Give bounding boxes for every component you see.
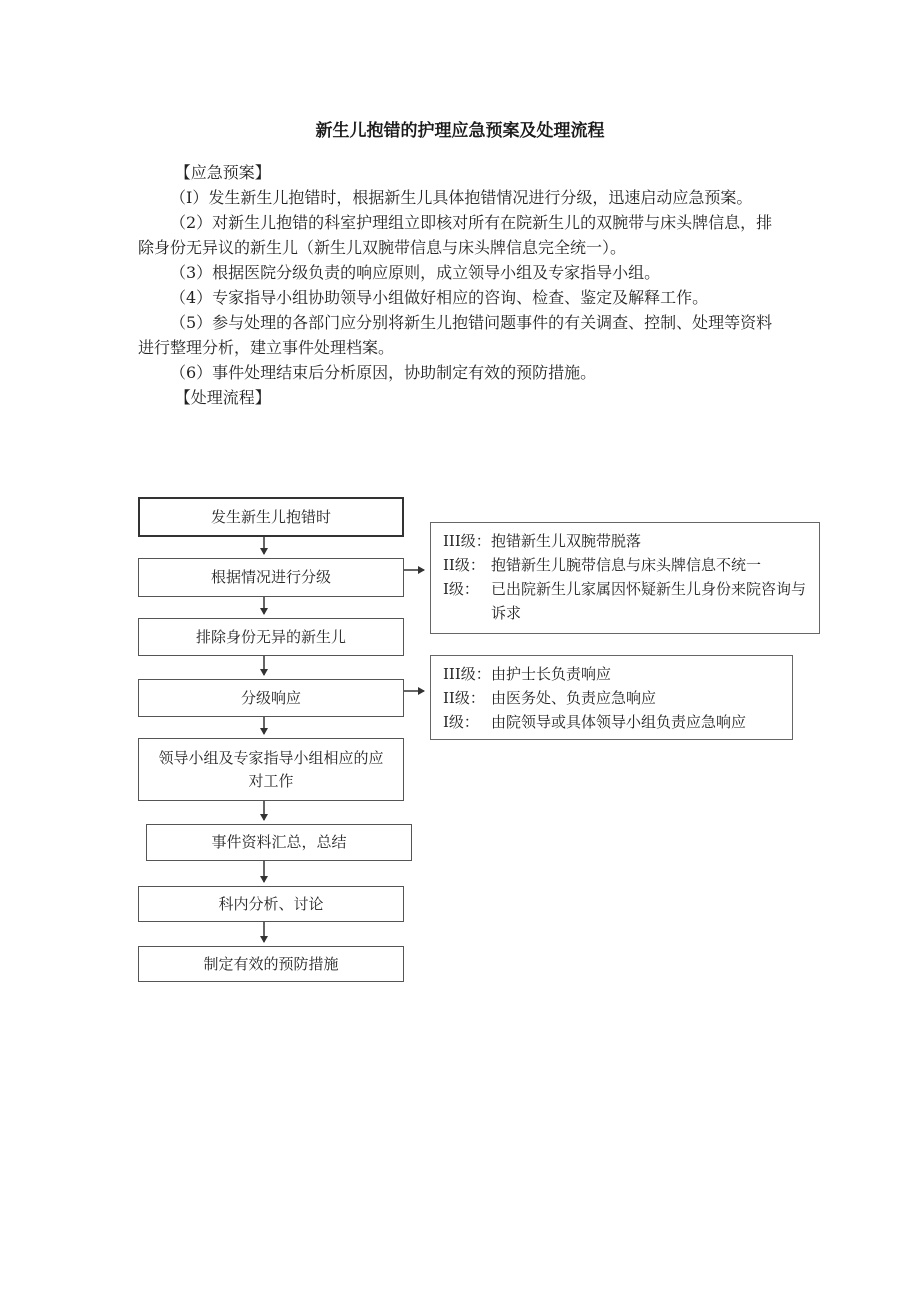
grading-level-1: I级： <box>443 580 479 598</box>
grading-item <box>443 529 811 553</box>
grading-item <box>443 577 811 625</box>
flow-step-6 <box>146 824 412 861</box>
response-desc-1: 由院领导或具体领导小组负责应急响应 <box>491 713 747 731</box>
flow-step-2 <box>138 558 404 597</box>
flow-step-2-label: 根据情况进行分级 <box>210 568 331 586</box>
plan-heading: 【应急预案】 <box>174 163 271 182</box>
response-level-3: III级： <box>443 665 491 683</box>
grading-level-2: II级： <box>443 556 485 574</box>
document-title: 新生儿抱错的护理应急预案及处理流程 <box>315 121 605 141</box>
response-item <box>443 686 784 710</box>
response-desc-2: 由医务处、负责应急响应 <box>491 689 657 707</box>
grading-item <box>443 553 811 577</box>
grading-level-3: III级： <box>443 532 491 550</box>
plan-item-4: （4）专家指导小组协助领导小组做好相应的咨询、检查、鉴定及解释工作。 <box>170 288 709 307</box>
flow-step-8 <box>138 946 404 982</box>
flow-step-4 <box>138 679 404 717</box>
grading-desc-3: 抱错新生儿双腕带脱落 <box>491 532 642 550</box>
flow-step-7 <box>138 886 404 922</box>
response-level-1: I级： <box>443 713 479 731</box>
response-desc-3: 由护士长负责响应 <box>491 665 612 683</box>
grading-desc-1: 已出院新生儿家属因怀疑新生儿身份来院咨询与诉求 <box>491 580 807 622</box>
response-item <box>443 662 784 686</box>
flow-step-3 <box>138 618 404 656</box>
flow-step-5-label: 领导小组及专家指导小组相应的应对工作 <box>158 748 384 790</box>
plan-item-2: （2）对新生儿抱错的科室护理组立即核对所有在院新生儿的双腕带与床头牌信息，排除身份无异议的新生儿（新生儿双腕带信息与床头牌信息完全统一）。 <box>138 213 773 257</box>
flow-step-6-label: 事件资料汇总，总结 <box>211 833 347 851</box>
grading-desc-2: 抱错新生儿腕带信息与床头牌信息不统一 <box>491 556 762 574</box>
plan-item-1: （I）发生新生儿抱错时，根据新生儿具体抱错情况进行分级，迅速启动应急预案。 <box>170 188 753 207</box>
flow-step-3-label: 排除身份无异的新生儿 <box>195 627 346 646</box>
flow-step-7-label: 科内分析、讨论 <box>218 894 324 913</box>
plan-item-6: （6）事件处理结束后分析原因，协助制定有效的预防措施。 <box>170 363 597 382</box>
flow-heading: 【处理流程】 <box>174 388 271 407</box>
response-level-2: II级： <box>443 689 485 707</box>
response-item <box>443 710 784 734</box>
flow-step-4-label: 分级响应 <box>240 688 301 707</box>
flow-step-1 <box>138 497 404 537</box>
plan-item-3: （3）根据医院分级负责的响应原则，成立领导小组及专家指导小组。 <box>170 263 661 282</box>
flow-step-8-label: 制定有效的预防措施 <box>203 954 339 973</box>
flow-step-1-label: 发生新生儿抱错时 <box>210 507 331 526</box>
plan-item-5: （5）参与处理的各部门应分别将新生儿抱错问题事件的有关调查、控制、处理等资料进行整理分析，建立事件处理档案。 <box>138 313 773 357</box>
response-box <box>430 655 793 740</box>
grading-box <box>430 522 820 634</box>
flow-step-5 <box>138 738 404 801</box>
